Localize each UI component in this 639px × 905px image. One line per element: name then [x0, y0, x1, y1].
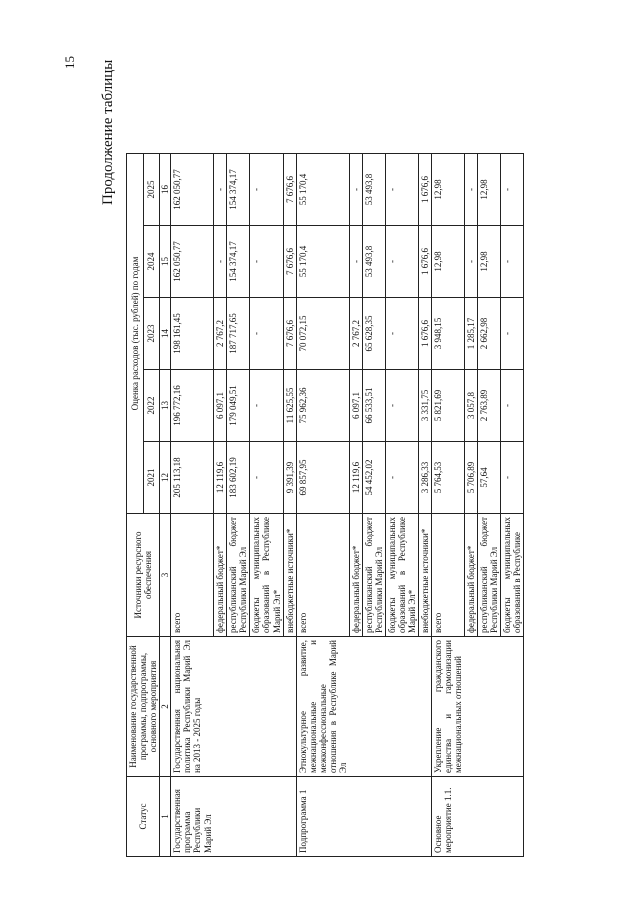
- table-row: [349, 154, 362, 857]
- value-cell: -: [464, 154, 477, 226]
- value-cell: 65 628,35: [362, 298, 385, 370]
- status-cell: [477, 777, 500, 857]
- table-row: [432, 154, 465, 857]
- program-name-cell: [501, 637, 524, 777]
- value-cell: 1 676,6: [419, 298, 432, 370]
- value-cell: 198 161,45: [171, 298, 214, 370]
- column-number: 15: [160, 226, 171, 298]
- value-cell: -: [385, 370, 418, 442]
- value-cell: 66 533,51: [362, 370, 385, 442]
- value-cell: -: [385, 442, 418, 514]
- value-cell: 1 676,6: [419, 226, 432, 298]
- status-cell: [385, 777, 418, 857]
- funding-source-cell: внебюджетные источники*: [283, 514, 296, 637]
- header-estimate: Оценка расходов (тыс. рублей) по годам: [127, 154, 144, 514]
- program-name-cell: [214, 637, 227, 777]
- funding-source-cell: бюджеты муниципальных образований в Республике: [501, 514, 524, 637]
- table-row: [227, 154, 250, 857]
- status-cell: [283, 777, 296, 857]
- table-row: [250, 154, 283, 857]
- funding-source-cell: всего: [171, 514, 214, 637]
- value-cell: 205 113,18: [171, 442, 214, 514]
- value-cell: 55 170,4: [296, 226, 349, 298]
- header-year: 2024: [143, 226, 160, 298]
- table-row: [464, 154, 477, 857]
- program-name-cell: [349, 637, 362, 777]
- value-cell: 54 452,02: [362, 442, 385, 514]
- program-name-cell: [250, 637, 283, 777]
- value-cell: -: [214, 226, 227, 298]
- funding-source-cell: федеральный бюджет*: [214, 514, 227, 637]
- value-cell: -: [349, 226, 362, 298]
- value-cell: -: [250, 442, 283, 514]
- value-cell: 7 676,6: [283, 226, 296, 298]
- value-cell: 7 676,6: [283, 298, 296, 370]
- status-cell: Государственная программа Республики Марий Эл: [171, 777, 214, 857]
- value-cell: 6 097,1: [214, 370, 227, 442]
- value-cell: 3 057,8: [464, 370, 477, 442]
- status-cell: [349, 777, 362, 857]
- funding-source-cell: бюджеты муниципальных образований в Республике Марий Эл*: [385, 514, 418, 637]
- header-source: Источники ресурсного обеспечения: [127, 514, 160, 637]
- value-cell: 12,98: [477, 226, 500, 298]
- value-cell: 2 767,2: [214, 298, 227, 370]
- budget-table: [126, 153, 524, 857]
- value-cell: 2 767,2: [349, 298, 362, 370]
- status-cell: [464, 777, 477, 857]
- column-number: 1: [160, 777, 171, 857]
- value-cell: 12 119,6: [349, 442, 362, 514]
- column-number: 13: [160, 370, 171, 442]
- value-cell: 162 050,77: [171, 154, 214, 226]
- header-year: 2022: [143, 370, 160, 442]
- value-cell: 154 374,17: [227, 154, 250, 226]
- value-cell: 5 706,89: [464, 442, 477, 514]
- value-cell: 53 493,8: [362, 154, 385, 226]
- program-name-cell: [227, 637, 250, 777]
- status-cell: Основное мероприятие 1.1.: [432, 777, 465, 857]
- value-cell: 179 049,51: [227, 370, 250, 442]
- program-name-cell: [419, 637, 432, 777]
- table-row: [214, 154, 227, 857]
- header-row: [127, 154, 144, 857]
- table-row: [362, 154, 385, 857]
- continuation-title: Продолжение таблицы: [100, 59, 116, 205]
- funding-source-cell: федеральный бюджет*: [464, 514, 477, 637]
- column-number: 3: [160, 514, 171, 637]
- status-cell: [214, 777, 227, 857]
- funding-source-cell: всего: [432, 514, 465, 637]
- status-cell: [501, 777, 524, 857]
- table-row: [385, 154, 418, 857]
- status-cell: Подпрограмма 1: [296, 777, 349, 857]
- column-number: 2: [160, 637, 171, 777]
- value-cell: -: [501, 298, 524, 370]
- value-cell: -: [250, 154, 283, 226]
- column-number: 12: [160, 442, 171, 514]
- program-name-cell: Укрепление гражданского единства и гармонизации межнациональных отношений: [432, 637, 465, 777]
- funding-source-cell: федеральный бюджет*: [349, 514, 362, 637]
- funding-source-cell: внебюджетные источники*: [419, 514, 432, 637]
- value-cell: 183 602,19: [227, 442, 250, 514]
- table-row: [501, 154, 524, 857]
- column-number: 16: [160, 154, 171, 226]
- status-cell: [362, 777, 385, 857]
- value-cell: 70 072,15: [296, 298, 349, 370]
- value-cell: 7 676,6: [283, 154, 296, 226]
- value-cell: -: [250, 226, 283, 298]
- value-cell: -: [349, 154, 362, 226]
- table-row: [171, 154, 214, 857]
- column-numbers-row: [160, 154, 171, 857]
- table-row: [296, 154, 349, 857]
- value-cell: 69 857,95: [296, 442, 349, 514]
- value-cell: -: [501, 442, 524, 514]
- value-cell: 12,98: [477, 154, 500, 226]
- program-name-cell: Этнокультурное развитие, межнациональные и межконфессиональные отношения в Республике Марий Эл: [296, 637, 349, 777]
- value-cell: -: [385, 226, 418, 298]
- value-cell: 12 119,6: [214, 442, 227, 514]
- program-name-cell: [283, 637, 296, 777]
- header-year: 2023: [143, 298, 160, 370]
- value-cell: 162 050,77: [171, 226, 214, 298]
- value-cell: 187 717,65: [227, 298, 250, 370]
- value-cell: 12,98: [432, 154, 465, 226]
- value-cell: -: [501, 370, 524, 442]
- value-cell: 5 821,69: [432, 370, 465, 442]
- value-cell: -: [385, 154, 418, 226]
- program-name-cell: [477, 637, 500, 777]
- value-cell: -: [214, 154, 227, 226]
- header-year: 2025: [143, 154, 160, 226]
- value-cell: 1 285,17: [464, 298, 477, 370]
- value-cell: -: [385, 298, 418, 370]
- value-cell: 3 331,75: [419, 370, 432, 442]
- value-cell: 12,98: [432, 226, 465, 298]
- value-cell: 2 662,98: [477, 298, 500, 370]
- value-cell: -: [250, 298, 283, 370]
- value-cell: -: [501, 226, 524, 298]
- value-cell: -: [464, 226, 477, 298]
- header-name: Наименование государственной программы, подпрограммы, основного мероприятия: [127, 637, 160, 777]
- value-cell: 154 374,17: [227, 226, 250, 298]
- value-cell: 55 170,4: [296, 154, 349, 226]
- table-row: [477, 154, 500, 857]
- value-cell: 3 948,15: [432, 298, 465, 370]
- funding-source-cell: республиканский бюджет Республики Марий Эл: [227, 514, 250, 637]
- table-body: [171, 154, 524, 857]
- value-cell: -: [250, 370, 283, 442]
- value-cell: 53 493,8: [362, 226, 385, 298]
- header-year: 2021: [143, 442, 160, 514]
- program-name-cell: [464, 637, 477, 777]
- value-cell: 5 764,53: [432, 442, 465, 514]
- funding-source-cell: республиканский бюджет Республики Марий Эл: [477, 514, 500, 637]
- header-status: Статус: [127, 777, 160, 857]
- status-cell: [419, 777, 432, 857]
- page-number: 15: [62, 56, 77, 69]
- program-name-cell: [362, 637, 385, 777]
- program-name-cell: Государственная национальная политика Республики Марий Эл на 2013 - 2025 годы: [171, 637, 214, 777]
- value-cell: 9 391,39: [283, 442, 296, 514]
- table-row: [283, 154, 296, 857]
- value-cell: 75 962,36: [296, 370, 349, 442]
- value-cell: 57,64: [477, 442, 500, 514]
- status-cell: [227, 777, 250, 857]
- funding-source-cell: бюджеты муниципальных образований в Республике Марий Эл*: [250, 514, 283, 637]
- value-cell: 2 763,89: [477, 370, 500, 442]
- funding-source-cell: всего: [296, 514, 349, 637]
- value-cell: 11 625,55: [283, 370, 296, 442]
- value-cell: 6 097,1: [349, 370, 362, 442]
- column-number: 14: [160, 298, 171, 370]
- program-name-cell: [385, 637, 418, 777]
- value-cell: 196 772,16: [171, 370, 214, 442]
- funding-source-cell: республиканский бюджет Республики Марий Эл: [362, 514, 385, 637]
- status-cell: [250, 777, 283, 857]
- value-cell: 1 676,6: [419, 154, 432, 226]
- table-row: [419, 154, 432, 857]
- value-cell: 3 286,33: [419, 442, 432, 514]
- value-cell: -: [501, 154, 524, 226]
